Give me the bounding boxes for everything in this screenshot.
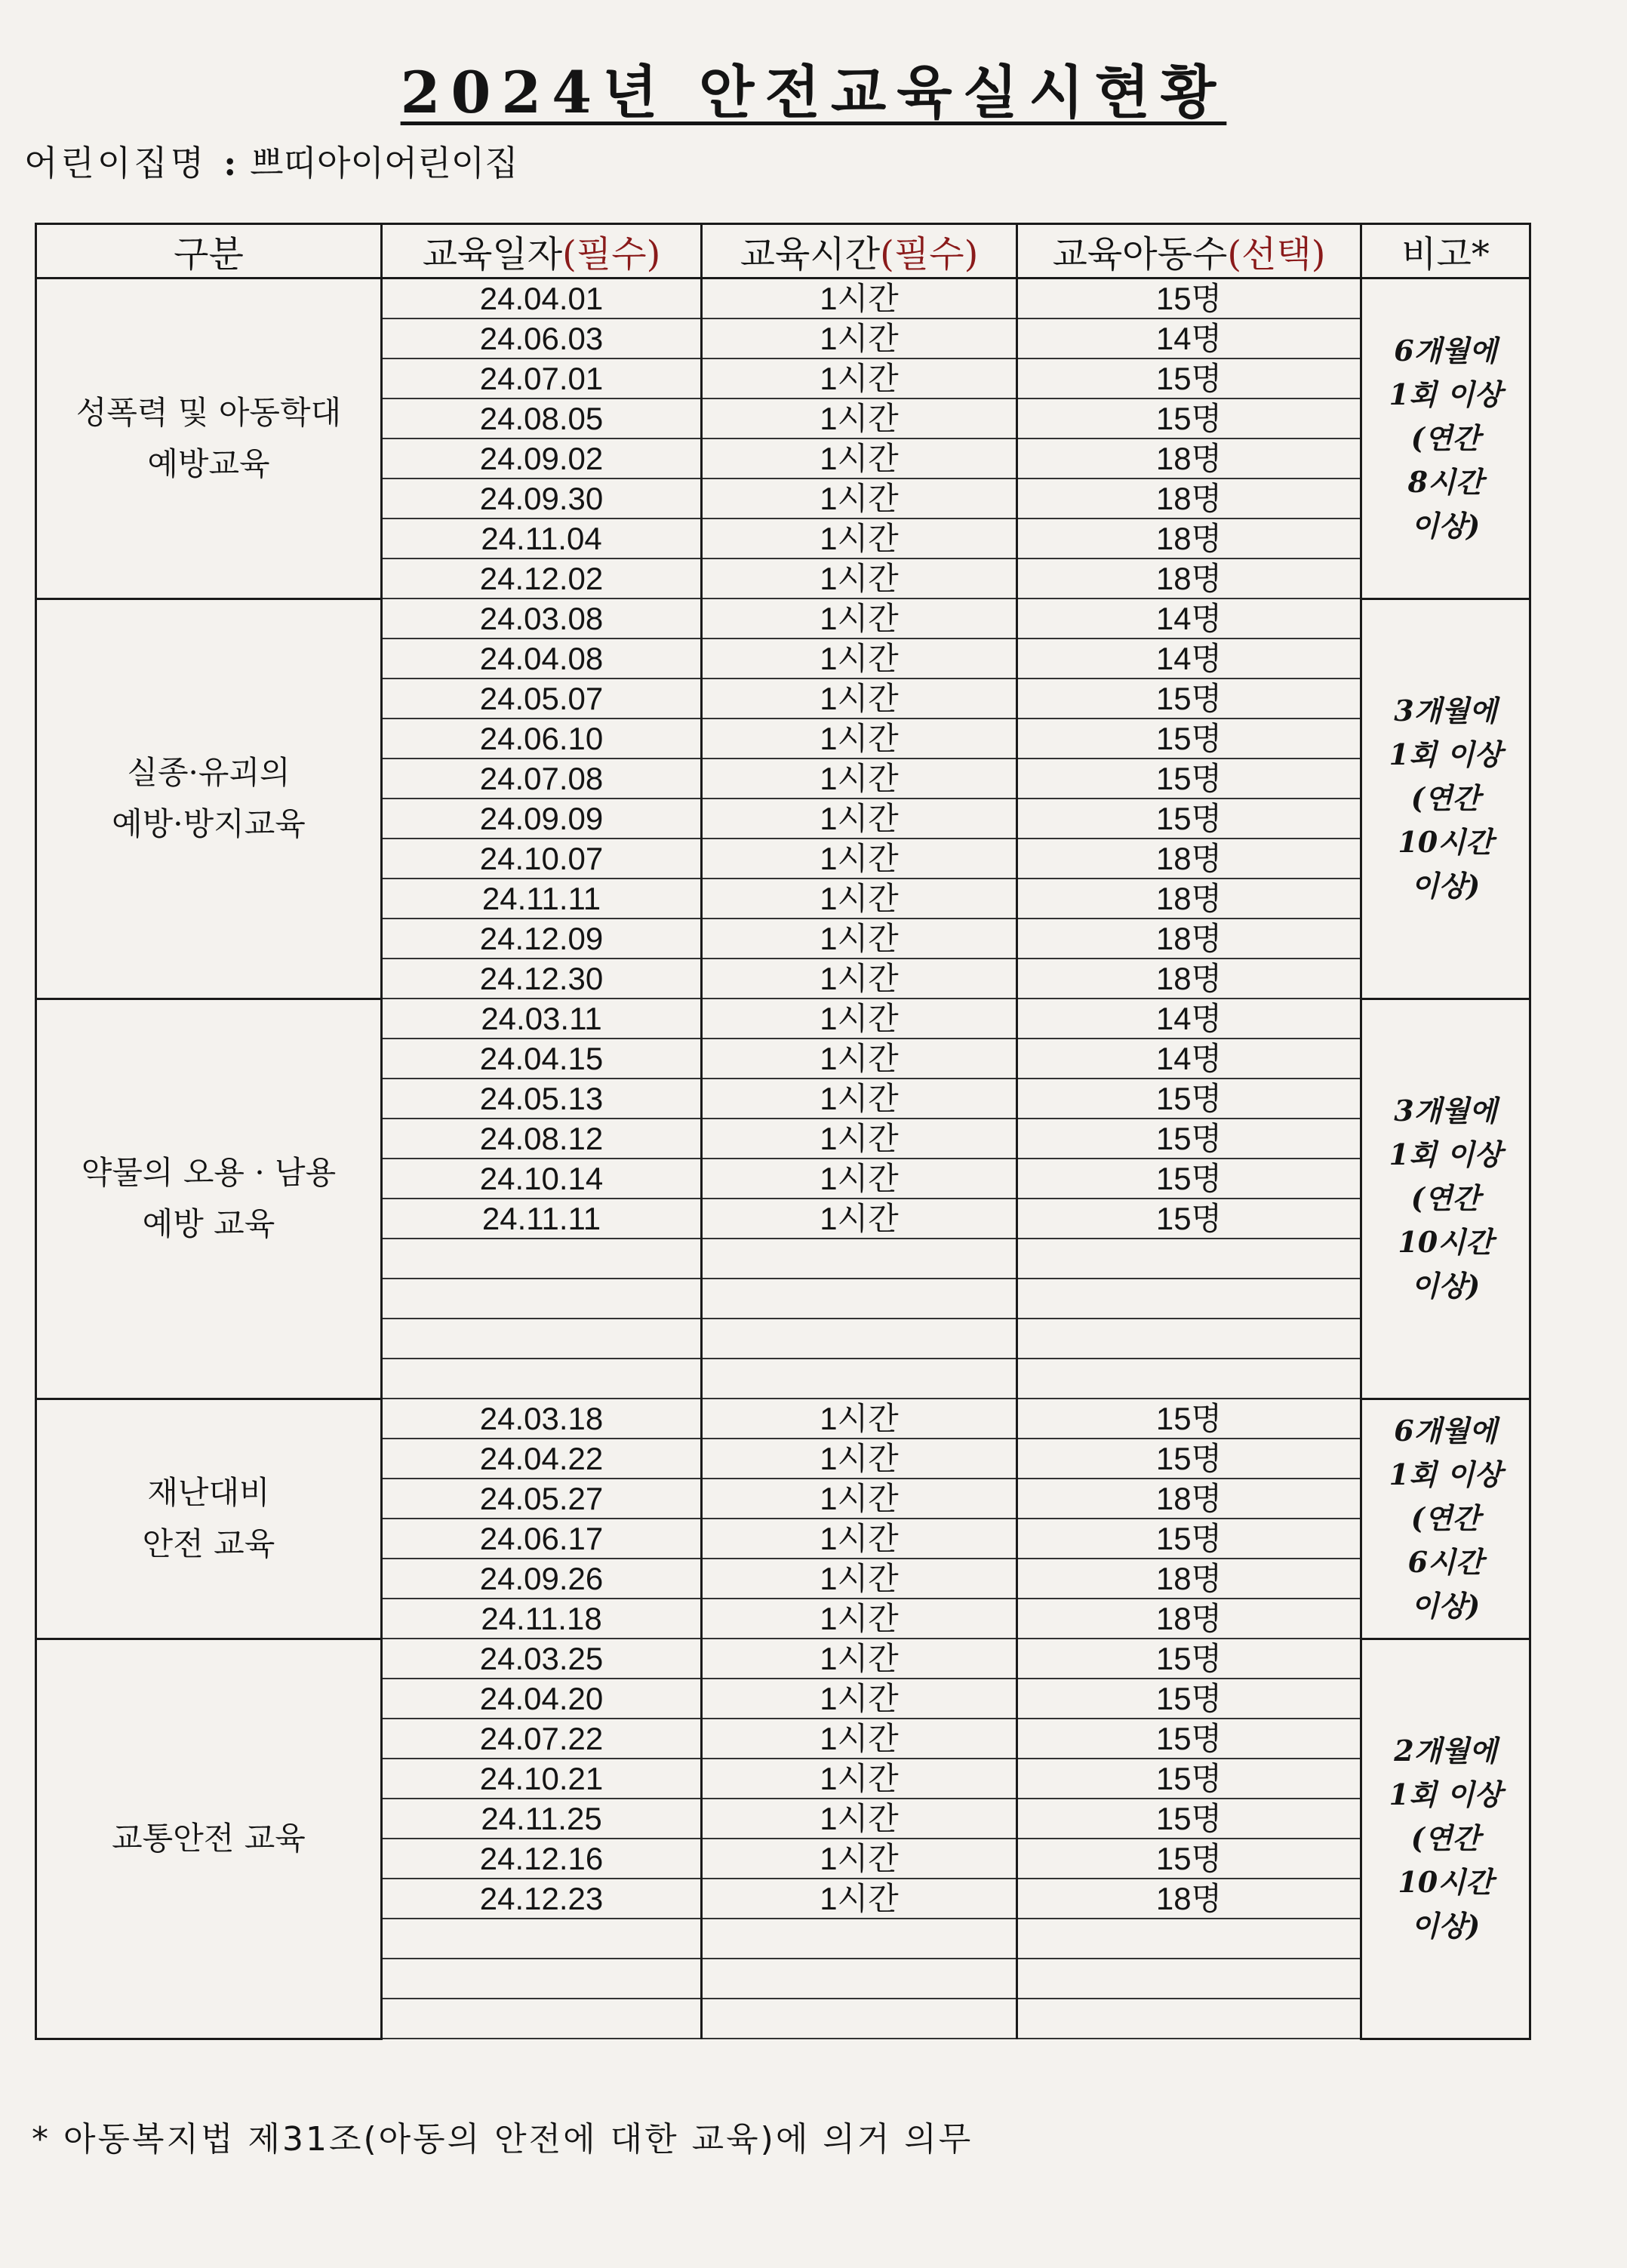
- date-cell: 24.10.21: [382, 1759, 702, 1799]
- count-cell: 15명: [1017, 278, 1361, 319]
- time-cell: 1시간: [702, 1559, 1017, 1599]
- category-cell: [36, 599, 382, 999]
- time-cell: 1시간: [702, 719, 1017, 759]
- count-cell: 15명: [1017, 1719, 1361, 1759]
- header-count: 교육아동수(선택): [1017, 224, 1361, 278]
- center-name-value: 쁘띠아이어린이집: [250, 143, 518, 183]
- time-cell: [702, 1239, 1017, 1279]
- header-date-tag: (필수): [562, 233, 661, 275]
- time-cell: 1시간: [702, 1039, 1017, 1079]
- time-cell: 1시간: [702, 1519, 1017, 1559]
- date-cell: 24.10.07: [382, 839, 702, 879]
- date-cell: [382, 1919, 702, 1959]
- time-cell: [702, 1359, 1017, 1399]
- date-cell: 24.04.20: [382, 1679, 702, 1719]
- date-cell: [382, 1999, 702, 2039]
- count-cell: 15명: [1017, 1199, 1361, 1239]
- document-title: [0, 47, 1627, 129]
- date-cell: [382, 1319, 702, 1359]
- count-cell: 18명: [1017, 959, 1361, 999]
- note-line: 1회 이상: [1389, 737, 1502, 771]
- category-cell: [36, 278, 382, 599]
- note-line: 3개월에: [1394, 1094, 1497, 1128]
- date-cell: 24.12.23: [382, 1879, 702, 1919]
- note-cell: [1361, 278, 1530, 599]
- time-cell: [702, 1279, 1017, 1319]
- note-line: (연간: [1410, 420, 1481, 455]
- time-cell: [702, 1999, 1017, 2039]
- note-line: 1회 이상: [1389, 377, 1502, 411]
- note-line: 이상): [1410, 508, 1481, 543]
- time-cell: 1시간: [702, 839, 1017, 879]
- note-line: 10시간: [1398, 1225, 1493, 1259]
- count-cell: [1017, 1999, 1361, 2039]
- date-cell: 24.11.11: [382, 879, 702, 919]
- category-line: 성폭력 및 아동학대: [75, 393, 342, 431]
- education-table: [35, 223, 1531, 2040]
- date-cell: 24.12.16: [382, 1839, 702, 1879]
- count-cell: 15명: [1017, 1399, 1361, 1439]
- time-cell: 1시간: [702, 1679, 1017, 1719]
- count-cell: 18명: [1017, 559, 1361, 599]
- note-line: 이상): [1410, 869, 1481, 903]
- date-cell: 24.12.02: [382, 559, 702, 599]
- time-cell: 1시간: [702, 959, 1017, 999]
- time-cell: 1시간: [702, 599, 1017, 639]
- time-cell: [702, 1919, 1017, 1959]
- date-cell: 24.10.14: [382, 1159, 702, 1199]
- count-cell: 18명: [1017, 519, 1361, 559]
- time-cell: 1시간: [702, 799, 1017, 839]
- time-cell: [702, 1959, 1017, 1999]
- note-cell: [1361, 599, 1530, 999]
- count-cell: [1017, 1319, 1361, 1359]
- note-line: 1회 이상: [1389, 1457, 1502, 1491]
- header-count-tag: (선택): [1227, 233, 1326, 275]
- date-cell: 24.07.22: [382, 1719, 702, 1759]
- count-cell: 15명: [1017, 799, 1361, 839]
- date-cell: 24.05.07: [382, 679, 702, 719]
- category-line: 약물의 오용 · 남용: [81, 1154, 337, 1191]
- count-cell: 14명: [1017, 1039, 1361, 1079]
- count-cell: 15명: [1017, 1519, 1361, 1559]
- count-cell: 18명: [1017, 839, 1361, 879]
- count-cell: 15명: [1017, 1079, 1361, 1119]
- note-line: 2개월에: [1394, 1734, 1497, 1768]
- time-cell: 1시간: [702, 679, 1017, 719]
- date-cell: 24.06.17: [382, 1519, 702, 1559]
- count-cell: 15명: [1017, 1119, 1361, 1159]
- count-cell: 15명: [1017, 1759, 1361, 1799]
- category-line: 예방·방지교육: [112, 805, 306, 842]
- date-cell: 24.07.01: [382, 359, 702, 399]
- count-cell: 15명: [1017, 719, 1361, 759]
- time-cell: 1시간: [702, 359, 1017, 399]
- date-cell: 24.12.09: [382, 919, 702, 959]
- note-line: 1회 이상: [1389, 1777, 1502, 1811]
- count-cell: 15명: [1017, 1159, 1361, 1199]
- count-cell: 18명: [1017, 1559, 1361, 1599]
- date-cell: [382, 1279, 702, 1319]
- note-line: (연간: [1410, 1181, 1481, 1215]
- count-cell: 14명: [1017, 999, 1361, 1039]
- count-cell: 18명: [1017, 1479, 1361, 1519]
- note-line: 6개월에: [1394, 333, 1497, 368]
- count-cell: 18명: [1017, 1599, 1361, 1639]
- date-cell: 24.09.09: [382, 799, 702, 839]
- count-cell: [1017, 1279, 1361, 1319]
- count-cell: 14명: [1017, 319, 1361, 359]
- date-cell: 24.09.30: [382, 479, 702, 519]
- category-cell: [36, 1399, 382, 1639]
- date-cell: 24.08.12: [382, 1119, 702, 1159]
- header-category: 구분: [36, 224, 382, 278]
- time-cell: 1시간: [702, 1439, 1017, 1479]
- date-cell: 24.06.03: [382, 319, 702, 359]
- note-line: 1회 이상: [1389, 1137, 1502, 1171]
- date-cell: 24.04.01: [382, 278, 702, 319]
- count-cell: 15명: [1017, 759, 1361, 799]
- count-cell: 15명: [1017, 359, 1361, 399]
- time-cell: 1시간: [702, 1399, 1017, 1439]
- time-cell: 1시간: [702, 559, 1017, 599]
- category-line: 예방 교육: [142, 1205, 275, 1242]
- time-cell: 1시간: [702, 1599, 1017, 1639]
- note-line: (연간: [1410, 1821, 1481, 1855]
- time-cell: 1시간: [702, 1199, 1017, 1239]
- note-line: 6개월에: [1394, 1414, 1497, 1448]
- center-name-line: [24, 136, 518, 186]
- time-cell: 1시간: [702, 519, 1017, 559]
- count-cell: [1017, 1239, 1361, 1279]
- header-note: 비고*: [1361, 224, 1530, 278]
- count-cell: [1017, 1959, 1361, 1999]
- count-cell: 18명: [1017, 479, 1361, 519]
- note-line: 이상): [1410, 1589, 1481, 1623]
- time-cell: 1시간: [702, 1639, 1017, 1679]
- title-text: 2024년 안전교육실시현황: [400, 59, 1227, 126]
- count-cell: 15명: [1017, 1639, 1361, 1679]
- category-line: 예방교육: [147, 445, 270, 482]
- category-line: 교통안전 교육: [112, 1820, 306, 1857]
- table-header-row: [36, 224, 1530, 278]
- table-row: [36, 1399, 1530, 1439]
- note-line: 10시간: [1398, 825, 1493, 859]
- category-line: 재난대비: [147, 1474, 270, 1511]
- time-cell: 1시간: [702, 999, 1017, 1039]
- time-cell: 1시간: [702, 1799, 1017, 1839]
- time-cell: 1시간: [702, 1479, 1017, 1519]
- date-cell: [382, 1239, 702, 1279]
- table-row: [36, 1639, 1530, 1679]
- count-cell: 15명: [1017, 1679, 1361, 1719]
- date-cell: 24.05.27: [382, 1479, 702, 1519]
- count-cell: 15명: [1017, 1439, 1361, 1479]
- count-cell: 18명: [1017, 1879, 1361, 1919]
- footnote: * 아동복지법 제31조(아동의 안전에 대한 교육)에 의거 의무: [32, 2120, 973, 2159]
- count-cell: 14명: [1017, 639, 1361, 679]
- category-line: 안전 교육: [142, 1525, 275, 1562]
- date-cell: [382, 1359, 702, 1399]
- date-cell: 24.06.10: [382, 719, 702, 759]
- time-cell: 1시간: [702, 439, 1017, 479]
- date-cell: 24.11.18: [382, 1599, 702, 1639]
- date-cell: 24.09.26: [382, 1559, 702, 1599]
- count-cell: 15명: [1017, 399, 1361, 439]
- time-cell: 1시간: [702, 1079, 1017, 1119]
- date-cell: 24.07.08: [382, 759, 702, 799]
- date-cell: 24.11.25: [382, 1799, 702, 1839]
- time-cell: 1시간: [702, 919, 1017, 959]
- count-cell: [1017, 1359, 1361, 1399]
- time-cell: [702, 1319, 1017, 1359]
- date-cell: 24.03.18: [382, 1399, 702, 1439]
- center-name-label: 어린이집명: [24, 143, 208, 183]
- time-cell: 1시간: [702, 319, 1017, 359]
- note-line: (연간: [1410, 781, 1481, 815]
- note-line: 이상): [1410, 1909, 1481, 1943]
- time-cell: 1시간: [702, 759, 1017, 799]
- date-cell: 24.08.05: [382, 399, 702, 439]
- date-cell: 24.05.13: [382, 1079, 702, 1119]
- table-row: [36, 599, 1530, 639]
- count-cell: 15명: [1017, 1839, 1361, 1879]
- center-name-separator: :: [223, 143, 237, 183]
- note-line: 6시간: [1407, 1545, 1484, 1579]
- time-cell: 1시간: [702, 1159, 1017, 1199]
- category-cell: [36, 999, 382, 1399]
- time-cell: 1시간: [702, 1759, 1017, 1799]
- note-cell: [1361, 1639, 1530, 2039]
- date-cell: 24.04.22: [382, 1439, 702, 1479]
- date-cell: 24.04.08: [382, 639, 702, 679]
- date-cell: 24.04.15: [382, 1039, 702, 1079]
- time-cell: 1시간: [702, 1119, 1017, 1159]
- time-cell: 1시간: [702, 278, 1017, 319]
- date-cell: 24.03.11: [382, 999, 702, 1039]
- date-cell: 24.12.30: [382, 959, 702, 999]
- date-cell: 24.03.08: [382, 599, 702, 639]
- count-cell: 18명: [1017, 439, 1361, 479]
- note-line: 8시간: [1407, 464, 1484, 499]
- count-cell: 18명: [1017, 919, 1361, 959]
- time-cell: 1시간: [702, 1839, 1017, 1879]
- header-time: 교육시간(필수): [702, 224, 1017, 278]
- category-cell: [36, 1639, 382, 2039]
- table-body: [36, 278, 1530, 2039]
- header-date: 교육일자(필수): [382, 224, 702, 278]
- date-cell: [382, 1959, 702, 1999]
- time-cell: 1시간: [702, 879, 1017, 919]
- note-line: 10시간: [1398, 1865, 1493, 1899]
- count-cell: 15명: [1017, 679, 1361, 719]
- note-cell: [1361, 999, 1530, 1399]
- note-line: 이상): [1410, 1269, 1481, 1303]
- header-time-tag: (필수): [880, 233, 979, 275]
- category-line: 실종·유괴의: [127, 754, 291, 791]
- table-row: [36, 278, 1530, 319]
- date-cell: 24.03.25: [382, 1639, 702, 1679]
- count-cell: 14명: [1017, 599, 1361, 639]
- time-cell: 1시간: [702, 1879, 1017, 1919]
- count-cell: 15명: [1017, 1799, 1361, 1839]
- date-cell: 24.09.02: [382, 439, 702, 479]
- count-cell: 18명: [1017, 879, 1361, 919]
- time-cell: 1시간: [702, 479, 1017, 519]
- time-cell: 1시간: [702, 399, 1017, 439]
- date-cell: 24.11.11: [382, 1199, 702, 1239]
- note-line: 3개월에: [1394, 694, 1497, 728]
- note-line: (연간: [1410, 1501, 1481, 1535]
- time-cell: 1시간: [702, 639, 1017, 679]
- table-row: [36, 999, 1530, 1039]
- time-cell: 1시간: [702, 1719, 1017, 1759]
- count-cell: [1017, 1919, 1361, 1959]
- date-cell: 24.11.04: [382, 519, 702, 559]
- note-cell: [1361, 1399, 1530, 1639]
